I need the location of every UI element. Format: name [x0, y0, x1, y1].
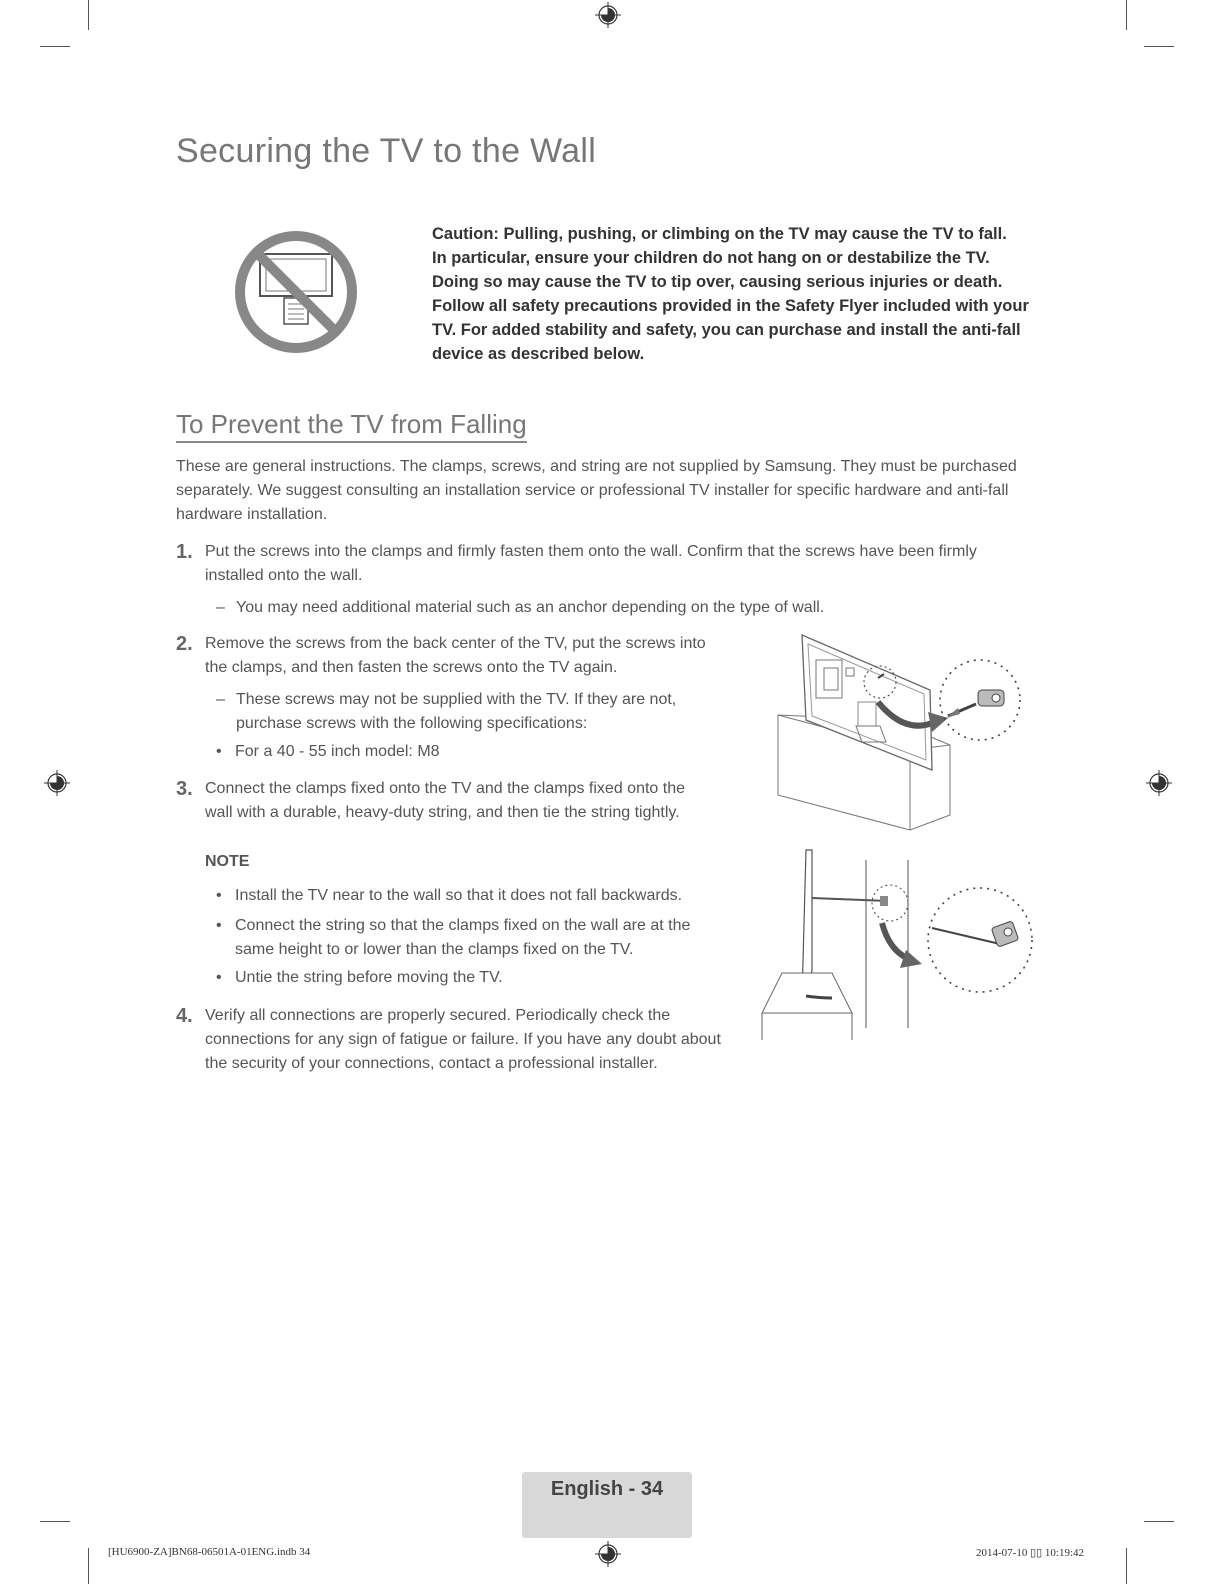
spec-bullet [216, 740, 736, 764]
crop-mark [1144, 1521, 1174, 1522]
crop-mark [1144, 46, 1174, 47]
caution-line: Follow all safety precautions provided in the Safety Flyer included with your [432, 297, 1029, 315]
no-climbing-warning-icon [232, 228, 360, 356]
note-bullet [216, 914, 726, 962]
crop-mark [88, 0, 89, 30]
step-text: Remove the screws from the back center of the TV, put the screws into the clamps, and then fasten the screws onto the TV again. [205, 635, 706, 676]
step-text: Verify all connections are properly secured. Periodically check the connections for any sign of fatigue or failure. If you have any doubt about the security of your connections, contact a professional installer. [205, 1007, 721, 1072]
step-number: 2. [176, 633, 193, 655]
intro-paragraph: These are general instructions. The clamps, screws, and string are not supplied by Samsung. They must be purchased separately. We suggest consulting an installation service or professional TV installer for specific hardware and anti-fall hardware installation. [176, 458, 1017, 523]
crop-mark [40, 1521, 70, 1522]
note-label: NOTE [205, 853, 250, 870]
step-number: 3. [176, 778, 193, 800]
step-text: Put the screws into the clamps and firmly fasten them onto the wall. Confirm that the screws have been firmly installed onto the wall. [205, 543, 977, 584]
step-item [176, 632, 736, 680]
bullet-mark: • [216, 743, 222, 760]
subnote-text: You may need additional material such as an anchor depending on the type of wall. [236, 599, 825, 616]
print-timestamp: 2014-07-10 ▯▯ 10:19:42 [976, 1547, 1085, 1559]
caution-text [432, 222, 1032, 366]
section-title: To Prevent the TV from Falling [176, 409, 527, 443]
step-item [176, 1004, 736, 1100]
step-subnote [216, 596, 916, 620]
step-number: 4. [176, 1005, 193, 1027]
bullet-text: Install the TV near to the wall so that it does not fall backwards. [235, 887, 683, 904]
note-bullet [216, 884, 746, 908]
bullet-mark: • [216, 917, 222, 934]
wall-string-illustration [760, 848, 1045, 1043]
tv-clamp-illustration [770, 630, 1050, 835]
bullet-text: For a 40 - 55 inch model: M8 [235, 743, 440, 760]
page-number-label: English - 34 [550, 1478, 664, 1500]
caution-line: device as described below. [432, 345, 645, 363]
caution-line: Doing so may cause the TV to tip over, causing serious injuries or death. [432, 273, 1003, 291]
registration-mark-icon [44, 770, 70, 796]
step-subnote [216, 688, 736, 736]
crop-mark [40, 46, 70, 47]
subnote-text: These screws may not be supplied with the TV. If they are not, purchase screws with the following specifications: [236, 691, 677, 732]
dash-mark: – [216, 599, 225, 616]
dash-mark: – [216, 691, 225, 708]
note-bullet [216, 966, 726, 990]
file-slug: [HU6900-ZA]BN68-06501A-01ENG.indb 34 [108, 1546, 311, 1558]
crop-mark [1126, 1548, 1127, 1584]
bullet-text: Untie the string before moving the TV. [235, 969, 503, 986]
registration-mark-icon [595, 1541, 621, 1567]
registration-mark-icon [1146, 770, 1172, 796]
page-title: Securing the TV to the Wall [176, 132, 597, 170]
crop-mark [88, 1548, 89, 1584]
bullet-text: Connect the string so that the clamps fixed on the wall are at the same height to or lower than the clamps fixed on the TV. [235, 917, 691, 958]
step-text: Connect the clamps fixed onto the TV and the clamps fixed onto the wall with a durable, heavy-duty string, and then tie the string tightly. [205, 780, 685, 821]
bullet-mark: • [216, 969, 222, 986]
registration-mark-icon [595, 2, 621, 28]
caution-line: Caution: Pulling, pushing, or climbing on the TV may cause the TV to fall. [432, 225, 1007, 243]
crop-mark [1126, 0, 1127, 30]
step-item [176, 777, 716, 849]
bullet-mark: • [216, 887, 222, 904]
caution-line: In particular, ensure your children do not hang on or destabilize the TV. [432, 249, 990, 267]
caution-line: TV. For added stability and safety, you can purchase and install the anti-fall [432, 321, 1021, 339]
step-number: 1. [176, 541, 193, 563]
step-item [176, 540, 1026, 588]
